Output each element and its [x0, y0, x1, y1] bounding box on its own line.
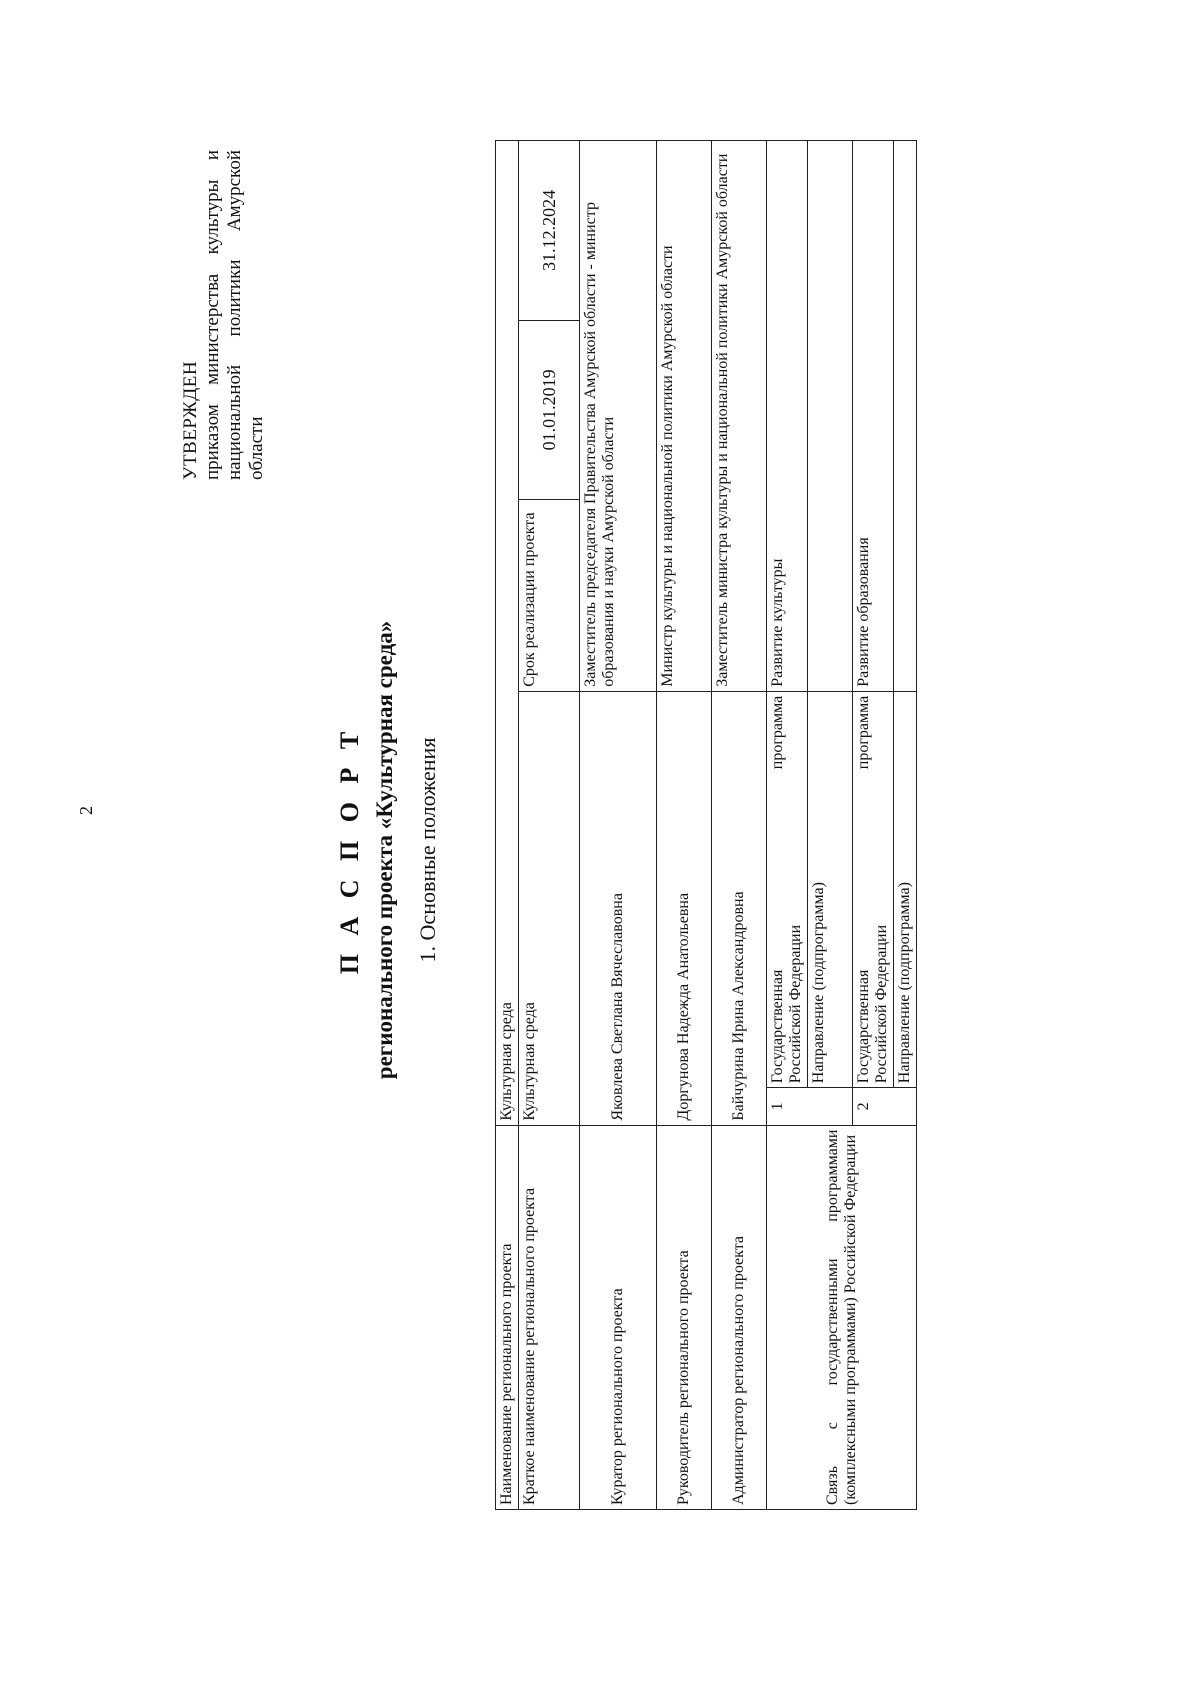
program-number: 1 — [767, 1088, 853, 1125]
row-name: Яковлева Светлана Вячеславовна — [580, 691, 657, 1125]
row-name: Доргунова Надежда Анатольевна — [657, 691, 712, 1125]
document-title: П А С П О Р Т — [335, 725, 364, 975]
program-type-c: Российской Федерации — [873, 924, 890, 1084]
row-label: Куратор регионального проекта — [580, 1125, 657, 1509]
row-position: Заместитель министра культуры и национальной политики Амурской области — [712, 141, 767, 692]
table-row — [496, 141, 519, 1510]
table-row — [580, 141, 657, 1510]
row-name: Байчурина Ирина Александровна — [712, 691, 767, 1125]
document-subtitle: регионального проекта «Культурная среда» — [372, 620, 397, 1080]
program-value: Развитие образования — [853, 141, 894, 692]
program-value: Развитие культуры — [767, 141, 808, 692]
subprogram-label: Направление (подпрограмма) — [894, 691, 917, 1087]
approval-text: приказом министерства культуры и национальной политики Амурской области — [202, 150, 267, 480]
program-type-b: программа — [769, 695, 786, 770]
subprogram-label: Направление (подпрограмма) — [808, 691, 853, 1087]
program-type — [767, 691, 808, 1087]
term-label: Срок реализации проекта — [519, 500, 580, 692]
approval-title: УТВЕРЖДЕН — [180, 360, 201, 480]
table-row — [712, 141, 767, 1510]
table-row — [519, 141, 580, 1510]
program-type-b: программа — [855, 695, 872, 770]
passport-table — [495, 140, 917, 1510]
program-type — [853, 691, 894, 1087]
row-position: Министр культуры и национальной политики Амурской области — [657, 141, 712, 692]
program-type-a: Государственная — [769, 969, 786, 1084]
table-row — [657, 141, 712, 1510]
page-number: 2 — [76, 806, 96, 815]
subprogram-value — [894, 141, 917, 692]
row-position: Заместитель председателя Правительства Амурской области - министр образования и науки Амурской области — [580, 141, 657, 692]
subprogram-value — [808, 141, 853, 692]
approval-block — [180, 150, 268, 480]
program-number: 2 — [853, 1088, 917, 1125]
row-label: Наименование регионального проекта — [496, 1125, 519, 1509]
term-start: 01.01.2019 — [519, 320, 580, 500]
row-label: Связь с государственными программами (комплексными программами) Российской Федерации — [767, 1125, 917, 1509]
term-end: 31.12.2024 — [519, 141, 580, 321]
table-row — [767, 141, 808, 1510]
program-type-a: Государственная — [855, 969, 872, 1084]
row-label: Руководитель регионального проекта — [657, 1125, 712, 1509]
section-title: 1. Основные положения — [415, 737, 440, 963]
row-label: Краткое наименование регионального проекта — [519, 1125, 580, 1509]
row-value: Культурная среда — [519, 691, 580, 1125]
program-type-c: Российской Федерации — [787, 924, 804, 1084]
row-value: Культурная среда — [496, 141, 519, 1126]
rotated-document — [60, 90, 1140, 1610]
row-label: Администратор регионального проекта — [712, 1125, 767, 1509]
